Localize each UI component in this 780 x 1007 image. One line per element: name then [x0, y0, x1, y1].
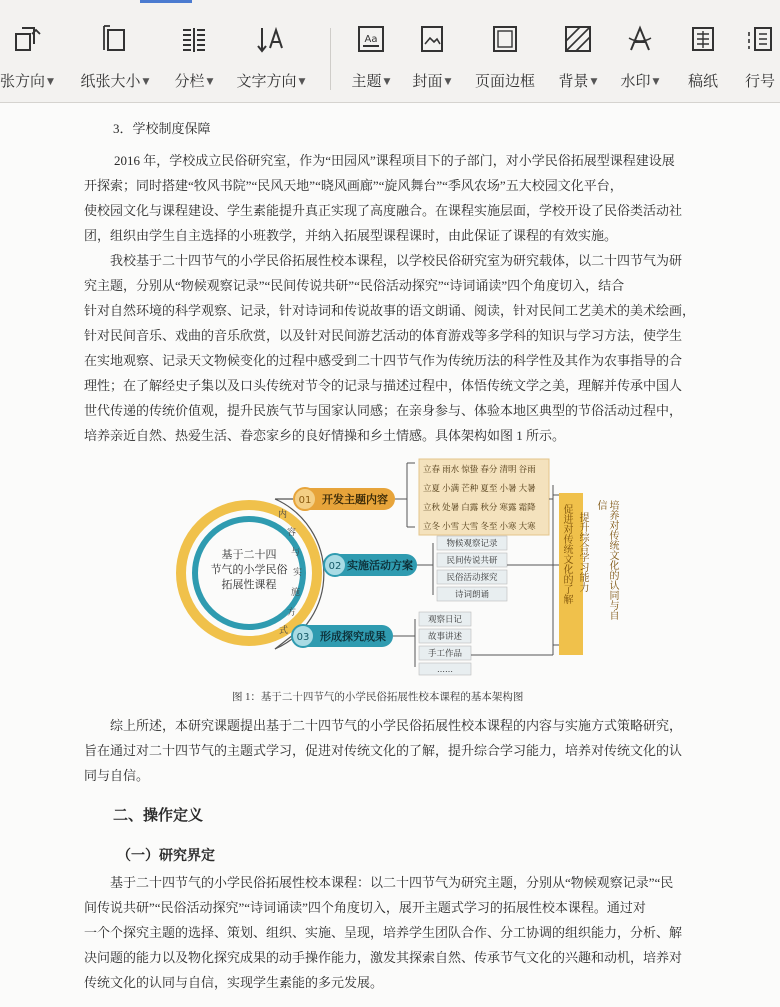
outcome-label: 故事讲述 — [427, 632, 463, 642]
page-orientation-icon — [12, 24, 42, 54]
para2-line: 培养亲近自然、热爱生活、眷恋家乡的良好情操和乡土情感。具体架构如图 1 所示。 — [84, 428, 566, 443]
branch-label: 实施活动方案 — [347, 560, 413, 572]
center-label-line: 节气的小学民俗 — [210, 564, 288, 576]
chevron-down-icon: ▼ — [47, 77, 54, 87]
para4-line: 间传说共研”“民俗活动探究”“诗词诵读”四个角度切入，展开主题式学习的拓展性校本课程。通过对 — [84, 900, 646, 915]
manuscript-button[interactable] — [676, 24, 730, 96]
para3-line: 旨在通过对二十四节气的主题式学习，促进对传统文化的了解，提升综合学习能力，培养对传统文化的认 — [84, 743, 683, 758]
arc-letter: 实 — [293, 568, 303, 578]
manuscript-label: 稿纸 — [687, 72, 718, 90]
paper-size-label: 纸张大小 — [80, 72, 141, 90]
branch-number: 01 — [298, 495, 312, 506]
activity-label: 民间传说共研 — [446, 556, 498, 566]
curriculum-framework-diagram — [175, 455, 585, 680]
page-border-label: 页面边框 — [474, 72, 535, 90]
arc-letter: 式 — [279, 626, 289, 636]
chevron-down-icon: ▼ — [652, 77, 660, 87]
chevron-down-icon: ▼ — [142, 77, 150, 87]
text-direction-icon — [256, 24, 286, 54]
arc-letter: 容 — [287, 528, 297, 538]
watermark-button[interactable] — [612, 24, 668, 96]
text-direction-label: 文字方向 — [236, 72, 297, 90]
arc-letter: 方 — [287, 608, 297, 618]
para3-line: 同与自信。 — [84, 768, 150, 783]
para2-line: 理性；在了解经史子集以及口头传统对节令的记录与描述过程中，体悟传统文学之美，理解并传承中国人 — [84, 378, 683, 393]
branch-number: 02 — [328, 561, 342, 572]
outcomes-bracket — [393, 619, 415, 667]
outcome-label: 手工作品 — [427, 649, 463, 659]
page-border-icon — [490, 24, 520, 54]
figure-caption: 图 1：基于二十四节气的小学民俗拓展性校本课程的基本架构图 — [232, 692, 524, 703]
solar-terms-row: 立秋 处暑 白露 秋分 寒露 霜降 — [423, 502, 536, 512]
para2-line: 在实地观察、记录天文物候变化的过程中感受到二十四节气作为传统历法的科学性及其作为农事指导的合 — [84, 353, 683, 368]
para2-line: 世代传递的传统价值观，提升民族气节与国家认同感；在亲身参与、体验本地区典型的节俗活动过程中， — [84, 403, 683, 418]
heading-research-scope: （一）研究界定 — [117, 849, 215, 864]
para4-line: 决问题的能力以及物化探究成果的动手操作能力，激发其探索自然、传承节气文化的兴趣和动机，培养对 — [84, 950, 683, 965]
theme-label: 主题 — [351, 72, 382, 90]
line-number-icon — [745, 24, 775, 54]
para1-line: 开探索；同时搭建“牧风书院”“民风天地”“晓风画廊”“旋风舞台”“季风农场”五大校园文化平台， — [84, 178, 623, 193]
chevron-down-icon: ▼ — [206, 77, 214, 87]
line-number-label: 行号 — [744, 72, 775, 90]
para2-line: 究主题，分别从“物候观察记录”“民间传说共研”“民俗活动探究”“诗词诵读”四个角度切入，结合 — [84, 278, 625, 293]
activity-label: 民俗活动探究 — [446, 573, 498, 583]
terms-bracket — [395, 463, 415, 527]
activity-label: 诗词朗诵 — [454, 590, 490, 600]
chevron-down-icon: ▼ — [383, 77, 391, 87]
chevron-down-icon: ▼ — [444, 77, 452, 87]
para4-line: 传统文化的认同与自信，实现学生素能的多元发展。 — [84, 975, 384, 990]
page-orientation-button[interactable] — [0, 24, 60, 96]
para4-line: 基于二十四节气的小学民俗拓展性校本课程：以二十四节气为研究主题，分别从“物候观察记录”“民 — [110, 875, 674, 890]
para3-line: 综上所述，本研究课题提出基于二十四节气的小学民俗拓展性校本课程的内容与实施方式策略研究， — [110, 718, 683, 733]
heading-operation-definition: 二、操作定义 — [113, 808, 204, 824]
center-label-line: 基于二十四 — [221, 549, 277, 561]
background-button[interactable] — [550, 24, 606, 96]
section-heading: 3．学校制度保障 — [113, 121, 211, 136]
toolbar-separator — [330, 28, 331, 90]
line-number-button[interactable] — [734, 24, 780, 96]
para1-line: 使校园文化与课程建设、学生素能提升真正实现了高度融合。在课程实施层面，学校开设了民俗类活动社 — [84, 203, 683, 218]
branch-label: 形成探究成果 — [320, 631, 386, 643]
columns-icon — [179, 24, 209, 54]
outcome-label: …… — [437, 665, 453, 674]
page-orientation-label: 张方向 — [0, 72, 46, 90]
cover-label: 封面 — [412, 72, 443, 90]
text-direction-button[interactable] — [228, 24, 314, 96]
arc-letter: 与 — [291, 548, 301, 558]
theme-button[interactable] — [340, 24, 402, 96]
solar-terms-row: 立春 雨水 惊蛰 春分 清明 谷雨 — [423, 464, 536, 474]
chevron-down-icon: ▼ — [590, 77, 598, 87]
para2-line: 针对民间音乐、戏曲的音乐欣赏，以及针对民间游艺活动的体育游戏等多学科的知识与学习方法，使学生 — [84, 328, 683, 343]
background-label: 背景 — [558, 72, 589, 90]
branch-number: 03 — [296, 632, 310, 643]
para1-line: 团，组织由学生自主选择的小班教学，并纳入拓展型课程课时，由此保证了课程的有效实施。 — [84, 228, 618, 243]
watermark-label: 水印 — [620, 72, 651, 90]
goal-text-vertical: 提升综合学习能力 — [577, 512, 588, 592]
activity-label: 物候观察记录 — [446, 539, 498, 549]
chevron-down-icon: ▼ — [298, 77, 306, 87]
cover-icon — [417, 24, 447, 54]
background-icon — [563, 24, 593, 54]
para2-line: 针对自然环境的科学观察、记录，针对诗词和传说故事的语文朗诵、阅读，针对民间工艺美术的美术绘画， — [84, 303, 696, 318]
manuscript-icon — [688, 24, 718, 54]
center-label-line: 拓展性课程 — [221, 579, 277, 591]
outcome-label: 观察日记 — [427, 615, 463, 625]
paper-size-icon — [100, 24, 130, 54]
paper-size-button[interactable] — [72, 24, 158, 96]
theme-icon — [356, 24, 386, 54]
goal-arrow — [553, 495, 559, 645]
arc-letter: 施 — [291, 588, 301, 598]
solar-terms-row: 立冬 小雪 大雪 冬至 小寒 大寒 — [423, 521, 536, 531]
branch-label: 开发主题内容 — [322, 494, 388, 506]
columns-label: 分栏 — [174, 72, 205, 90]
para1-line: 2016 年，学校成立民俗研究室，作为“田园风”课程项目下的子部门，对小学民俗拓展型课程建设展 — [114, 153, 675, 168]
watermark-icon — [625, 24, 655, 54]
svg-text:Aa: Aa — [364, 34, 378, 45]
cover-button[interactable] — [404, 24, 460, 96]
goal-text-vertical: 培养对传统文化的认同与自信 — [595, 500, 618, 620]
goal-text-vertical: 促进对传统文化的了解 — [561, 504, 572, 604]
ribbon-toolbar — [0, 0, 780, 103]
page-border-button[interactable] — [470, 24, 540, 96]
active-tab-indicator — [140, 0, 192, 3]
columns-button[interactable] — [164, 24, 224, 96]
arc-letter: 内 — [278, 510, 288, 520]
para4-line: 一个个探究主题的选择、策划、组织、实施、呈现，培养学生团队合作、分工协调的组织能力，分析、解 — [84, 925, 683, 940]
activities-bracket — [417, 543, 433, 595]
solar-terms-row: 立夏 小满 芒种 夏至 小暑 大暑 — [423, 483, 536, 493]
para2-line: 我校基于二十四节气的小学民俗拓展性校本课程，以学校民俗研究室为研究载体，以二十四节气为研 — [110, 253, 683, 268]
